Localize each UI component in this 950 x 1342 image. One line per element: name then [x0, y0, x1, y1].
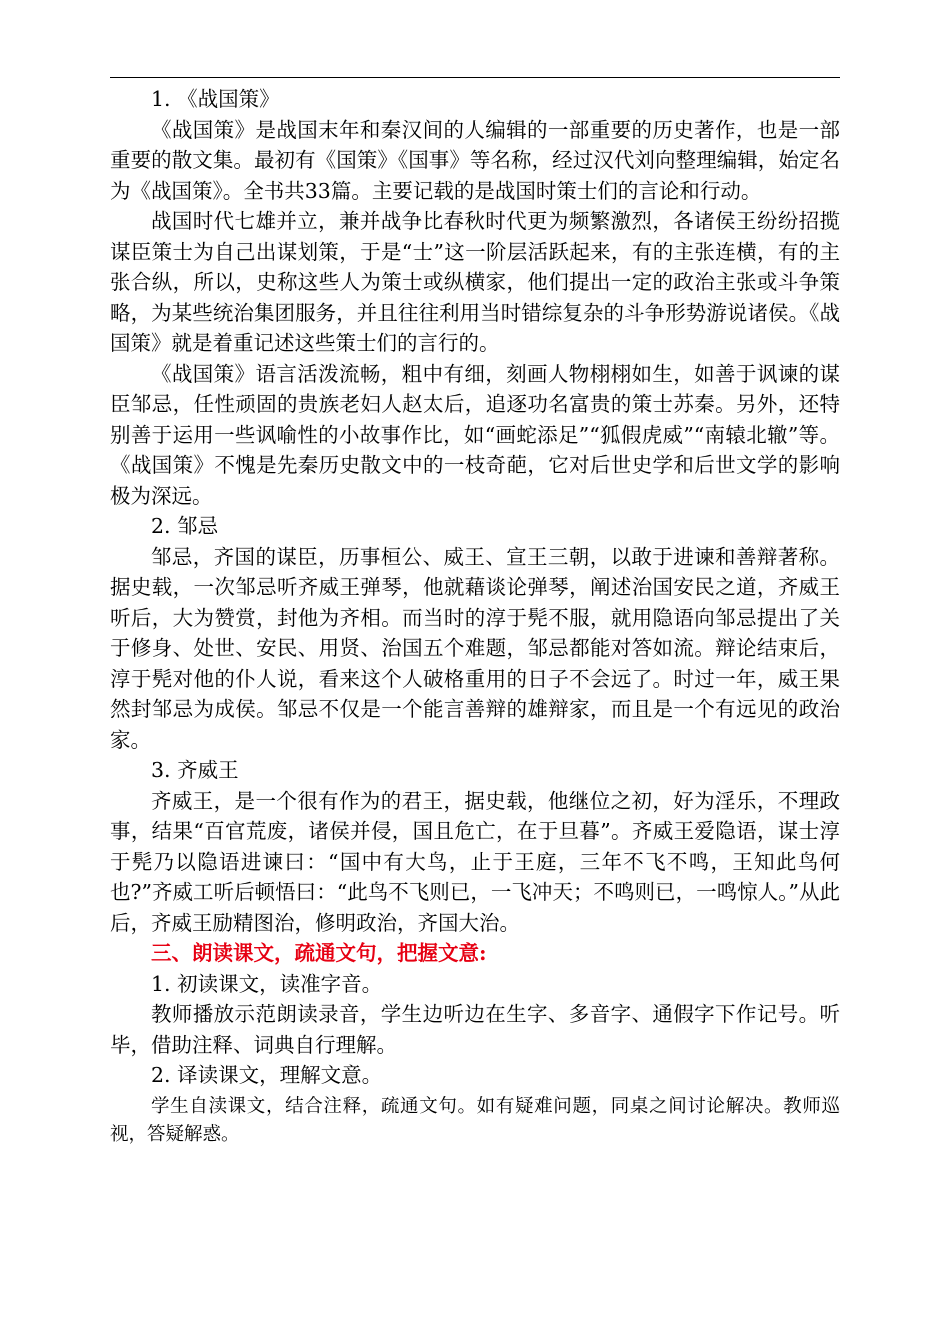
- step-heading: 2. 译读课文，理解文意。: [151, 1063, 383, 1087]
- red-heading: 三、朗读课文，疏通文句，把握文意:: [151, 941, 487, 965]
- section-heading-qiweiwang: 3. 齐威王: [151, 758, 239, 782]
- header-rule: [110, 77, 840, 78]
- paragraph: 《战国策》语言活泼流畅，粗中有细，刻画人物栩栩如生，如善于讽谏的谋臣邹忌，任性顽固的贵族老妇人赵太后，追逐功名富贵的策士苏秦。另外，还特别善于运用一些讽喻性的小故事作比，如“画蛇添足”“狐假虎威”“南辕北辙”等。《战国策》不愧是先秦历史散文中的一枝奇葩，它对后世史学和后世文学的影响极为深远。: [110, 361, 840, 508]
- section-heading-zouji: 2. 邹忌: [151, 514, 219, 538]
- paragraph: 教师播放示范朗读录音，学生边听边在生字、多音字、通假字下作记号。听毕，借助注释、词典自行理解。: [110, 1002, 840, 1057]
- step-heading: 1. 初读课文，读准字音。: [151, 971, 383, 996]
- section-heading-zhanguoce: 1. 《战国策》: [151, 87, 280, 111]
- paragraph: 邹忌，齐国的谋臣，历事桓公、威王、宣王三朝，以敢于进谏和善辩著称。据史载，一次邹忌听齐威王弹琴，他就藉谈论弹琴，阐述治国安民之道，齐威王听后，大为赞赏，封他为齐相。而当时的淳于髡不服，就用隐语向邹忌提出了关于修身、处世、安民、用贤、治国五个难题，邹忌都能对答如流。辩论结束后，淳于髡对他的仆人说，看来这个人破格重用的日子不会远了。时过一年，威王果然封邹忌为成侯。邹忌不仅是一个能言善辩的雄辩家，而且是一个有远见的政治家。: [110, 544, 840, 752]
- paragraph: 学生自渎课文，结合注释，疏通文句。如有疑难问题，同桌之间讨论解决。教师巡视，答疑解惑。: [110, 1096, 840, 1145]
- document-body: [110, 84, 840, 1149]
- paragraph: 战国时代七雄并立，兼并战争比春秋时代更为频繁激烈，各诸侯王纷纷招揽谋臣策士为自己出谋划策，于是“士”这一阶层活跃起来，有的主张连横，有的主张合纵，所以，史称这些人为策士或纵横家，他们提出一定的政治主张或斗争策略，为某些统治集团服务，并且往往利用当时错综复杂的斗争形势游说诸侯。《战国策》就是着重记述这些策士们的言行的。: [110, 209, 840, 355]
- paragraph: 齐威王，是一个很有作为的君王，据史载，他继位之初，好为淫乐，不理政事，结果“百官荒废，诸侯并侵，国且危亡，在于旦暮”。齐威王爱隐语，谋士淳于髡乃以隐语进谏曰：“国中有大鸟，止于王庭，三年不飞不鸣，王知此鸟何也?”齐威工听后顿悟曰：“此鸟不飞则已，一飞冲天；不鸣则已，一鸣惊人。”从此后，齐威王励精图治，修明政治，齐国大治。: [110, 788, 840, 935]
- paragraph: 《战国策》是战国末年和秦汉间的人编辑的一部重要的历史著作，也是一部重要的散文集。最初有《国策》《国事》等名称，经过汉代刘向整理编辑，始定名为《战国策》。全书共33篇。主要记载的是战国时策士们的言论和行动。: [110, 117, 840, 203]
